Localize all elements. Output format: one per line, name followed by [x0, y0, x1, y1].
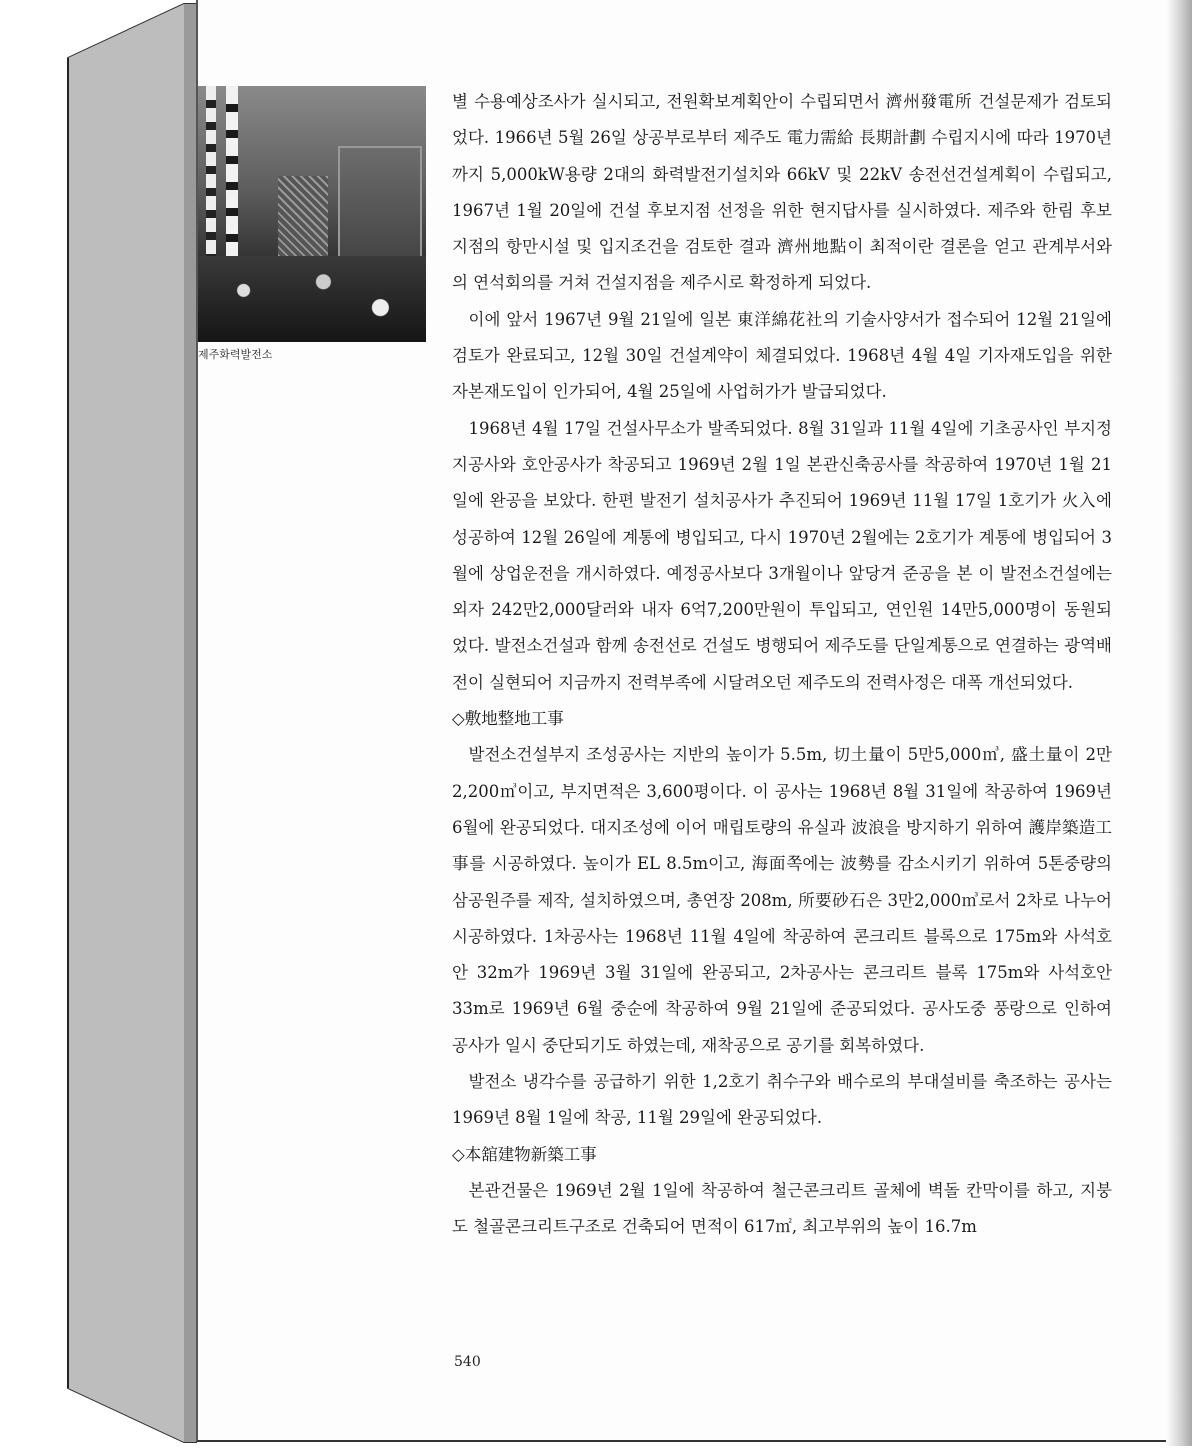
paragraph-4: 발전소건설부지 조성공사는 지반의 높이가 5.5m, 切土量이 5만5,000㎥, 盛土量이 2만2,200㎥이고, 부지면적은 3,600평이다. 이 공사는 1968년 8월 31일에 착공하여 1969년 6월에 완공되었다. 대지조성에 이어 매립토량의 유실과 波浪을 방지하기 위하여 護岸築造工事를 시공하였다. 높이가 EL 8.5m이고, 海面쪽에는 波勢를 감소시키기 위하여 5톤중량의 삼공원주를 제작, 설치하였으며, 총연장 208m, 所要砂石은 3만2,000㎥로서 2차로 나누어 시공하였다. 1차공사는 1968년 11월 4일에 착공하여 콘크리트 블록으로 175m와 사석호안 32m가 1969년 3월 31일에 완공되고, 2차공사는 콘크리트 블록 175m와 사석호안 33m로 1969년 6월 중순에 착공하여 9월 21일에 준공되었다. 공사도중 풍랑으로 인하여 공사가 일시 중단되기도 하였는데, 재착공으로 공기를 회복하였다. — [452, 745, 1112, 1055]
paragraph-3: 1968년 4월 17일 건설사무소가 발족되었다. 8월 31일과 11월 4일에 기초공사인 부지정지공사와 호안공사가 착공되고 1969년 2월 1일 본관신축공사를 착공하여 1970년 1월 21일에 완공을 보았다. 한편 발전기 설치공사가 추진되어 1969년 11월 17일 1호기가 火入에 성공하여 12월 26일에 계통에 병입되고, 다시 1970년 2월에는 2호기가 계통에 병입되어 3월에 상업운전을 개시하였다. 예정공사보다 3개월이나 앞당겨 준공을 본 이 발전소건설에는 외자 242만2,000달러와 내자 6억7,200만원이 투입되고, 연인원 14만5,000명이 동원되었다. 발전소건설과 함께 송전선로 건설도 병행되어 제주도를 단일계통으로 연결하는 광역배전이 실현되어 지금까지 전력부족에 시달려오던 제주도의 전력사정은 대폭 개선되었다. — [452, 418, 1112, 692]
book-spine — [0, 0, 200, 1446]
photo-caption: 제주화력발전소 — [198, 348, 273, 361]
paragraph-1: 별 수용예상조사가 실시되고, 전원확보계획안이 수립되면서 濟州發電所 건설문제가 검토되었다. 1966년 5월 26일 상공부로부터 제주도 電力需給 長期計劃 수립지시에 따라 1970년까지 5,000kW용량 2대의 화력발전기설치와 66kV 및 22kV 송전선건설계획이 수립되고, 1967년 1월 20일에 건설 후보지점 선정을 위한 현지답사를 실시하였다. 제주와 한림 후보지점의 항만시설 및 입지조건을 검토한 결과 濟州地點이 최적이란 결론을 얻고 관계부서와의 연석회의를 거쳐 건설지점을 제주시로 확정하게 되었다. — [452, 92, 1112, 293]
body-text — [452, 84, 1112, 1246]
paragraph-5: 발전소 냉각수를 공급하기 위한 1,2호기 취수구와 배수로의 부대설비를 축조하는 공사는 1969년 8월 1일에 착공, 11월 29일에 완공되었다. — [452, 1072, 1112, 1128]
paragraph-6: 본관건물은 1969년 2월 1일에 착공하여 철근콘크리트 골체에 벽돌 칸막이를 하고, 지붕도 철골콘크리트구조로 건축되어 면적이 617㎡, 최고부위의 높이 16.7m — [452, 1180, 1112, 1237]
book-edge-illustration — [0, 0, 200, 1446]
crowd — [198, 256, 426, 342]
page-number: 540 — [454, 1354, 481, 1370]
section-heading-1: ◇敷地整地工事 — [452, 709, 564, 729]
section-heading-2: ◇本舘建物新築工事 — [452, 1144, 597, 1164]
paragraph-2: 이에 앞서 1967년 9월 21일에 일본 東洋綿花社의 기술사양서가 접수되어 12월 21일에 검토가 완료되고, 12월 30일 건설계약이 체결되었다. 1968년 4월 4일 기자재도입을 위한 자본재도입이 인가되어, 4월 25일에 사업허가가 발급되었다. — [452, 309, 1112, 402]
power-plant-photo — [198, 86, 426, 342]
page-edge-shadow — [1166, 0, 1192, 1446]
